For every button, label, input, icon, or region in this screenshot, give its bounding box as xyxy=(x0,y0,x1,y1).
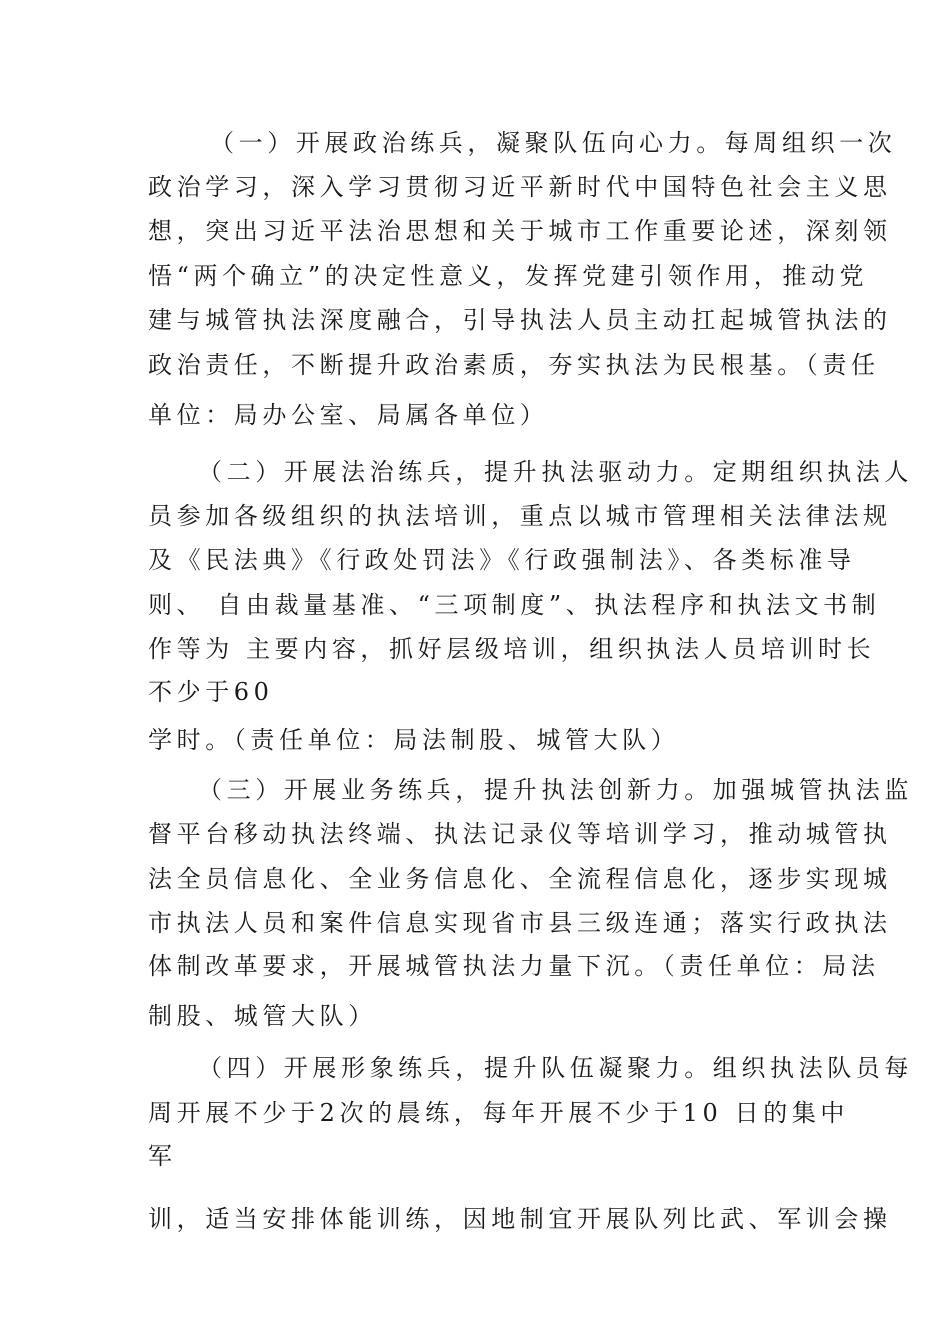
section-2-responsibility-line: 学时。（责任单位：局法制股、城管大队） xyxy=(148,726,680,754)
section-3-heading-line: （三）开展业务练兵，提升执法创新力。加强城管执法监 xyxy=(198,776,913,804)
section-3-line: 体制改革要求，开展城管执法力量下沉。（责任单位：局法 xyxy=(148,952,880,980)
section-1-line: 政治学习，深入学习贯彻习近平新时代中国特色社会主义思 xyxy=(148,173,892,201)
section-2-line: 作等为 主要内容，抓好层级培训，组织执法人员培训时长 xyxy=(148,635,876,663)
section-3-responsibility-line: 制股、城管大队） xyxy=(148,1002,377,1030)
section-2-line: 不少于60 xyxy=(148,678,274,706)
section-1-line: 建与城管执法深度融合，引导执法人员主动扛起城管执法的 xyxy=(148,306,892,334)
section-2-heading-line: （二）开展法治练兵，提升执法驱动力。定期组织执法人 xyxy=(198,458,913,486)
section-1-line: 悟“两个确立”的决定性意义，发挥党建引领作用，推动党 xyxy=(148,262,869,290)
section-1-line: 政治责任，不断提升政治素质，夯实执法为民根基。（责任 xyxy=(148,351,880,379)
section-4-line: 军 xyxy=(148,1142,177,1170)
section-4-line: 训，适当安排体能训练，因地制宜开展队列比武、军训会操 xyxy=(148,1205,892,1233)
section-3-line: 督平台移动执法终端、执法记录仪等培训学习，推动城管执 xyxy=(148,820,892,848)
section-3-line: 法全员信息化、全业务信息化、全流程信息化，逐步实现城 xyxy=(148,865,892,893)
section-2-line: 员参加各级组织的执法培训，重点以城市管理相关法律法规 xyxy=(148,502,892,530)
section-4-line: 周开展不少于2次的晨练，每年开展不少于10 日的集中 xyxy=(148,1099,850,1127)
section-2-line: 则、 自由裁量基准、“三项制度”、执法程序和执法文书制 xyxy=(148,591,881,619)
section-4-heading-line: （四）开展形象练兵，提升队伍凝聚力。组织执法队员每 xyxy=(198,1054,913,1082)
section-1-responsibility-line: 单位：局办公室、局属各单位） xyxy=(148,401,549,429)
section-1-line: 想，突出习近平法治思想和关于城市工作重要论述，深刻领 xyxy=(148,217,892,245)
section-1-heading-line: （一）开展政治练兵，凝聚队伍向心力。每周组织一次 xyxy=(210,129,897,157)
section-3-line: 市执法人员和案件信息实现省市县三级连通；落实行政执法 xyxy=(148,909,892,937)
section-2-line: 及《民法典》《行政处罚法》《行政强制法》、各类标准导 xyxy=(148,546,856,574)
